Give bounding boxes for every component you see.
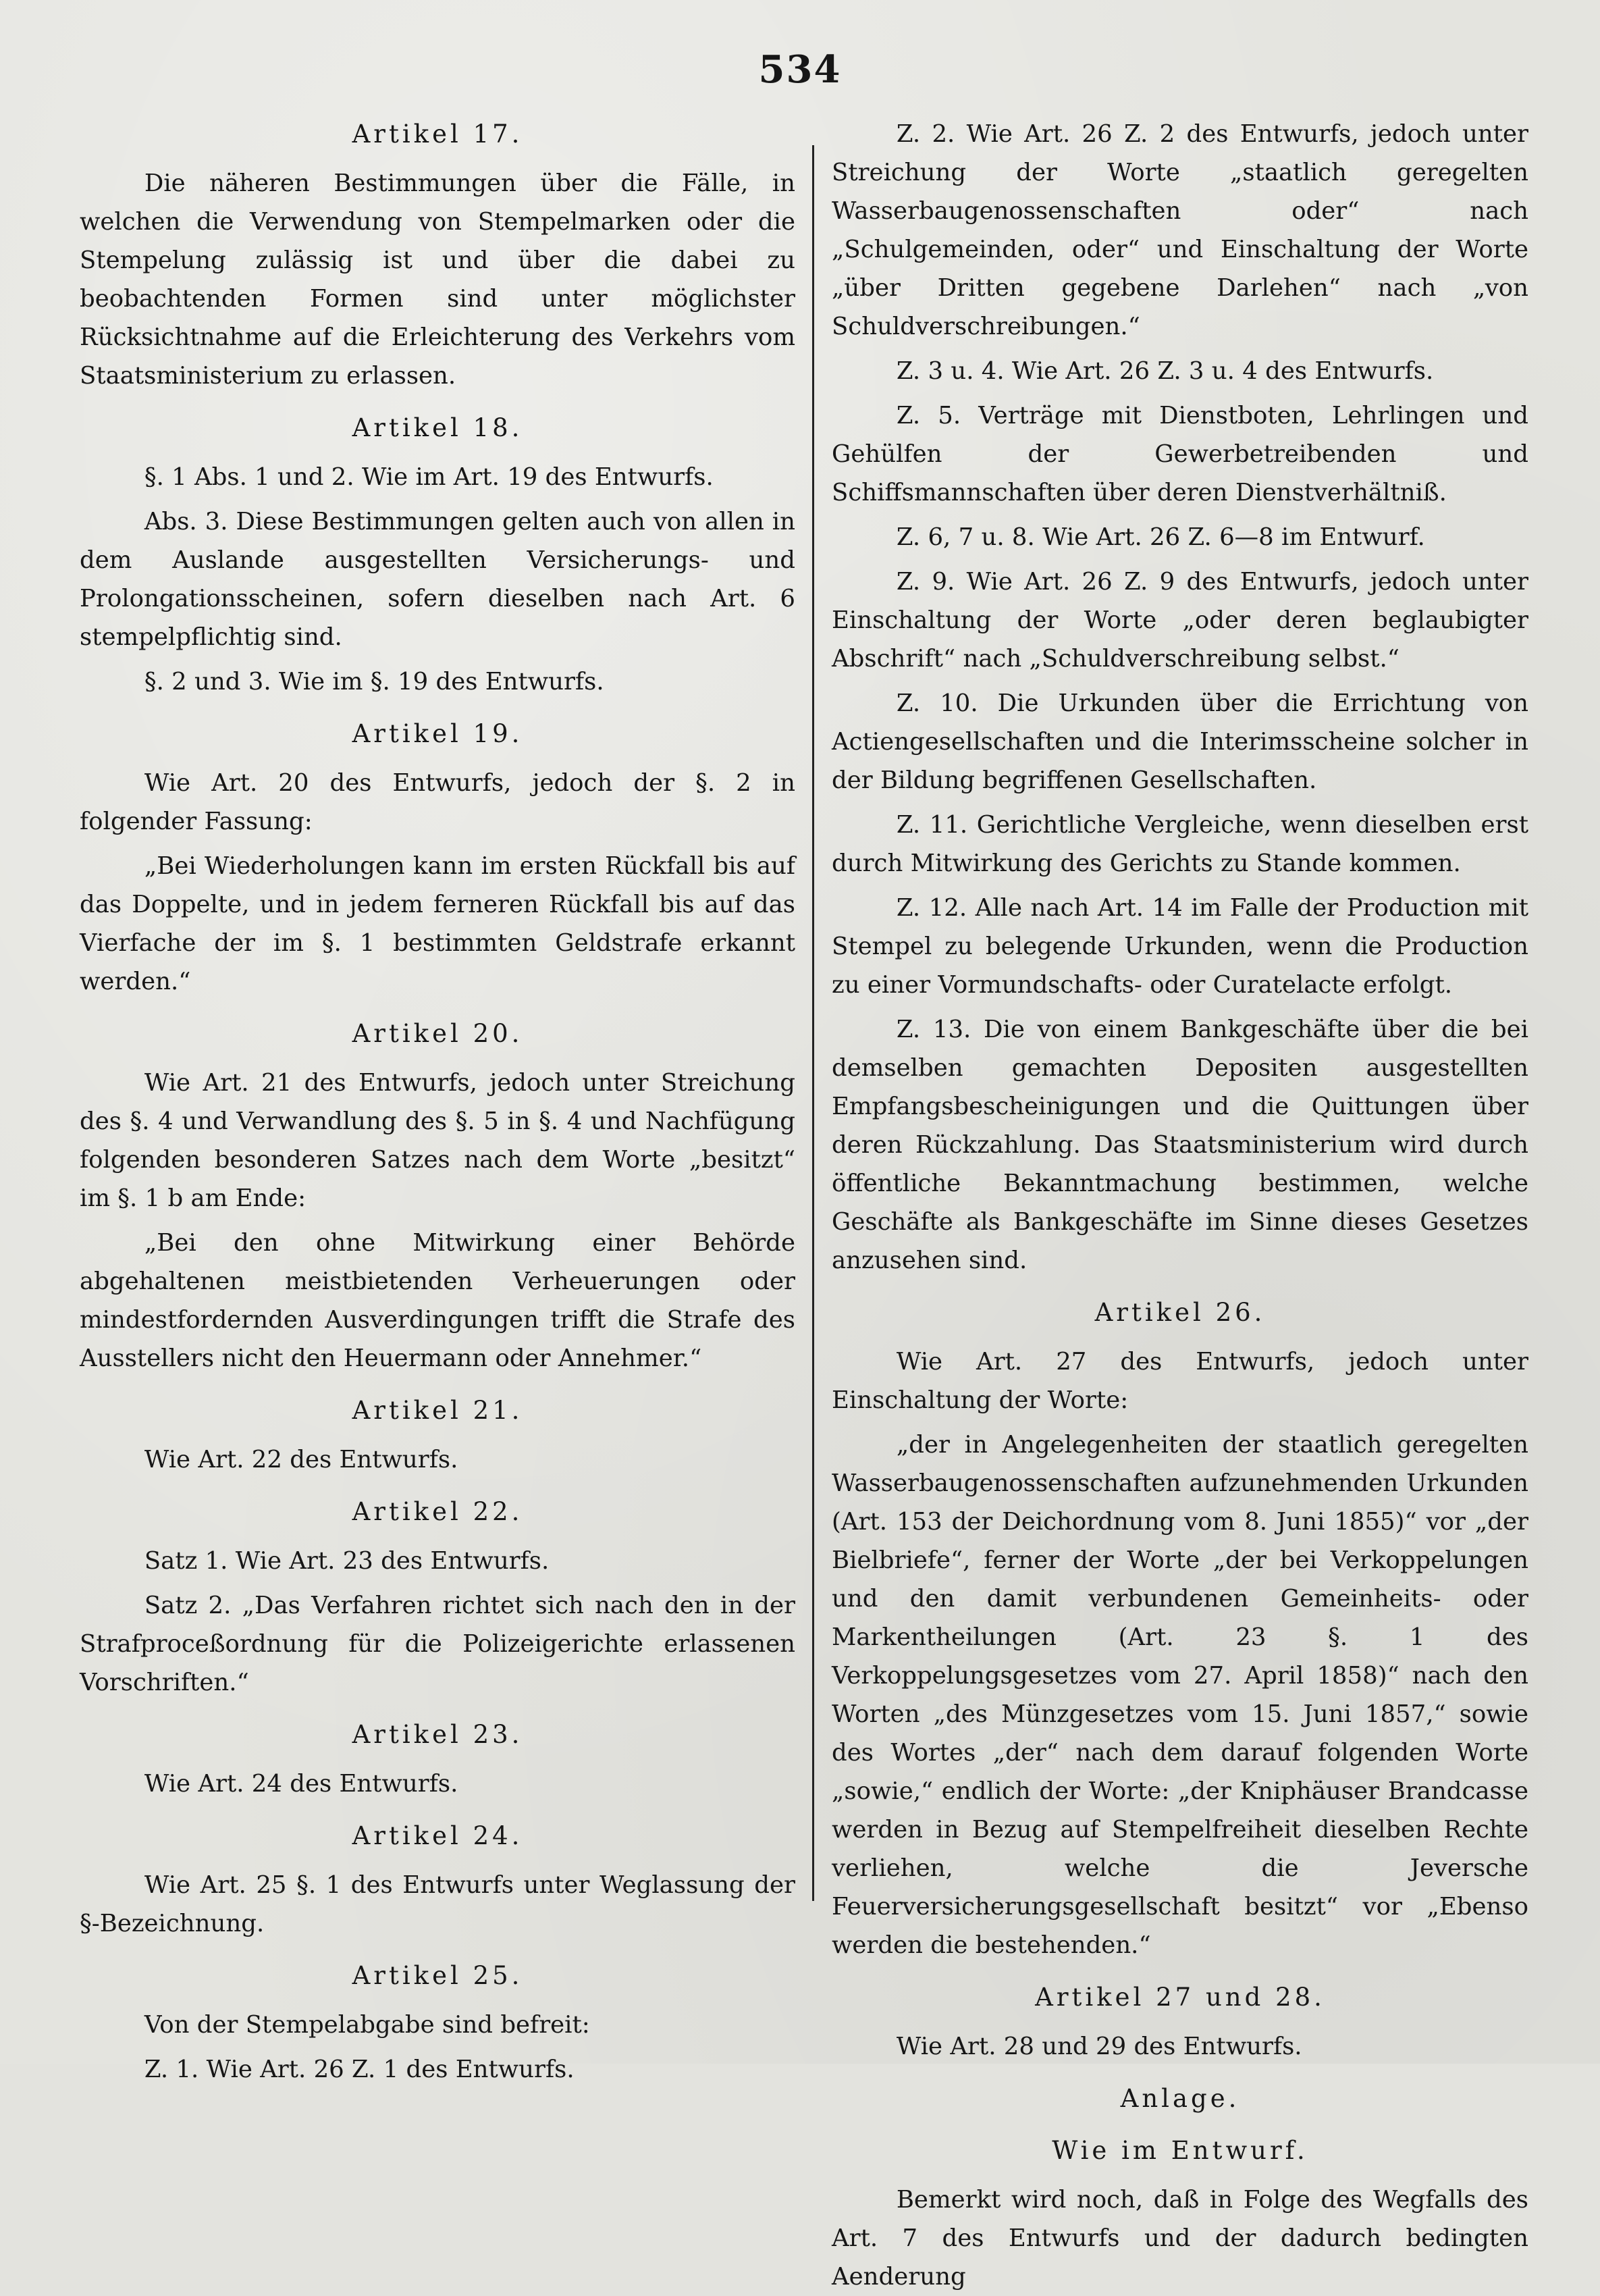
article-heading: Artikel 25. bbox=[352, 1961, 523, 1990]
article-heading: Artikel 27 und 28. bbox=[1035, 1983, 1325, 2012]
paragraph: §. 2 und 3. Wie im §. 19 des Entwurfs. bbox=[144, 668, 604, 696]
paragraph: Die näheren Bestimmungen über die Fälle, in welchen die Verwendung von Stempelmarken oder die Stempelung zulässig ist und über die dabei zu beobachtenden Formen sind unter möglichster Rücksichtnahme auf die Erleichterung des Verkehrs vom Staatsministerium zu erlassen. bbox=[80, 169, 795, 390]
article-heading: Artikel 24. bbox=[352, 1821, 523, 1850]
paragraph: Abs. 3. Diese Bestimmungen gelten auch von allen in dem Auslande ausgestellten Versicherungs- und Prolongationsscheinen, sofern dieselben nach Art. 6 stempelpflichtig sind. bbox=[80, 508, 795, 651]
paragraph: Satz 1. Wie Art. 23 des Entwurfs. bbox=[144, 1547, 550, 1575]
paragraph: Z. 3 u. 4. Wie Art. 26 Z. 3 u. 4 des Entwurfs. bbox=[896, 357, 1434, 385]
paragraph: Z. 11. Gerichtliche Vergleiche, wenn dieselben erst durch Mitwirkung des Gerichts zu Stande kommen. bbox=[832, 811, 1528, 877]
paragraph: §. 1 Abs. 1 und 2. Wie im Art. 19 des Entwurfs. bbox=[144, 463, 714, 491]
article-heading: Artikel 17. bbox=[352, 120, 523, 149]
paragraph: Bemerkt wird noch, daß in Folge des Wegfalls des Art. 7 des Entwurfs und der dadurch bedingten Aenderung bbox=[832, 2186, 1528, 2291]
quoted-paragraph: „Bei Wiederholungen kann im ersten Rückfall bis auf das Doppelte, und in jedem ferneren Rückfall bis auf das Vierfache der im §. 1 bestimmten Geldstrafe erkannt werden.“ bbox=[80, 852, 795, 995]
paragraph: Wie Art. 24 des Entwurfs. bbox=[144, 1770, 458, 1798]
quoted-paragraph: „der in Angelegenheiten der staatlich geregelten Wasserbaugenossenschaften aufzunehmenden Urkunden (Art. 153 der Deichordnung vom 8. Juni 1855)“ vor „der Bielbriefe“, ferner der Worte „der bei Verkoppelungen und den damit verbundenen Gemeinheits- oder Markentheilungen (Art. 23 §. 1 des Verkoppelungsgesetzes vom 27. April 1858)“ nach den Worten „des Münzgesetzes vom 15. Juni 1857,“ sowie des Wortes „der“ nach dem darauf folgenden Worte „sowie,“ endlich der Worte: „der Kniphäuser Brandcasse werden in Bezug auf Stempelfreiheit dieselben Rechte verliehen, welche die Jeversche Feuerversicherungsgesellschaft besitzt“ vor „Ebenso werden die bestehenden.“ bbox=[832, 1431, 1528, 1959]
paragraph: Wie Art. 25 §. 1 des Entwurfs unter Weglassung der §-Bezeichnung. bbox=[80, 1871, 795, 1937]
article-heading: Artikel 23. bbox=[352, 1720, 523, 1749]
paragraph: Z. 5. Verträge mit Dienstboten, Lehrlingen und Gehülfen der Gewerbetreibenden und Schiffsmannschaften über deren Dienstverhältniß. bbox=[832, 402, 1528, 506]
article-heading: Artikel 21. bbox=[352, 1396, 523, 1425]
paragraph: Z. 2. Wie Art. 26 Z. 2 des Entwurfs, jedoch unter Streichung der Worte „staatlich geregelten Wasserbaugenossenschaften oder“ nach „Schulgemeinden, oder“ und Einschaltung der Worte „über Dritten gegebene Darlehen“ nach „von Schuldverschreibungen.“ bbox=[832, 120, 1528, 340]
paragraph: Z. 13. Die von einem Bankgeschäfte über die bei demselben gemachten Depositen ausgestellten Empfangsbescheinigungen und die Quittungen über deren Rückzahlung. Das Staatsministerium wird durch öffentliche Bekanntmachung bestimmen, welche Geschäfte als Bankgeschäfte im Sinne dieses Gesetzes anzusehen sind. bbox=[832, 1016, 1528, 1274]
article-heading: Artikel 20. bbox=[352, 1019, 523, 1048]
paragraph: Satz 2. „Das Verfahren richtet sich nach den in der Strafproceßordnung für die Polizeigerichte erlassenen Vorschriften.“ bbox=[80, 1592, 795, 1696]
appendix-heading: Anlage. bbox=[1120, 2084, 1240, 2113]
paragraph: Wie Art. 28 und 29 des Entwurfs. bbox=[896, 2033, 1302, 2060]
paragraph: Z. 6, 7 u. 8. Wie Art. 26 Z. 6—8 im Entwurf. bbox=[896, 523, 1425, 551]
article-heading: Artikel 22. bbox=[352, 1497, 523, 1526]
paragraph: Z. 9. Wie Art. 26 Z. 9 des Entwurfs, jedoch unter Einschaltung der Worte „oder deren beglaubigter Abschrift“ nach „Schuldverschreibung selbst.“ bbox=[832, 568, 1528, 673]
article-heading: Artikel 19. bbox=[352, 719, 523, 748]
column-divider bbox=[812, 145, 814, 1901]
left-column bbox=[80, 115, 795, 2083]
page-number: 534 bbox=[758, 47, 842, 92]
article-heading: Artikel 18. bbox=[352, 413, 523, 442]
paragraph: Wie Art. 27 des Entwurfs, jedoch unter Einschaltung der Worte: bbox=[832, 1348, 1528, 1414]
appendix-subheading: Wie im Entwurf. bbox=[1052, 2136, 1308, 2165]
paragraph: Z. 10. Die Urkunden über die Errichtung von Actiengesellschaften und die Interimsscheine solcher in der Bildung begriffenen Gesellschaften. bbox=[832, 689, 1528, 794]
paragraph: Wie Art. 22 des Entwurfs. bbox=[144, 1446, 458, 1473]
paragraph: Z. 12. Alle nach Art. 14 im Falle der Production mit Stempel zu belegende Urkunden, wenn die Production zu einer Vormundschafts- oder Curatelacte erfolgt. bbox=[832, 894, 1528, 999]
paragraph: Wie Art. 21 des Entwurfs, jedoch unter Streichung des §. 4 und Verwandlung des §. 5 in §. 4 und Nachfügung folgenden besonderen Satzes nach dem Worte „besitzt“ im §. 1 b am Ende: bbox=[80, 1069, 795, 1212]
article-heading: Artikel 26. bbox=[1094, 1298, 1266, 1327]
paragraph: Wie Art. 20 des Entwurfs, jedoch der §. 2 in folgender Fassung: bbox=[80, 769, 795, 835]
right-column bbox=[832, 115, 1528, 2291]
paragraph: Z. 1. Wie Art. 26 Z. 1 des Entwurfs. bbox=[144, 2056, 575, 2083]
quoted-paragraph: „Bei den ohne Mitwirkung einer Behörde abgehaltenen meistbietenden Verheuerungen oder mindestfordernden Ausverdingungen trifft die Strafe des Ausstellers nicht den Heuermann oder Annehmer.“ bbox=[80, 1229, 795, 1372]
paragraph: Von der Stempelabgabe sind befreit: bbox=[144, 2011, 590, 2039]
